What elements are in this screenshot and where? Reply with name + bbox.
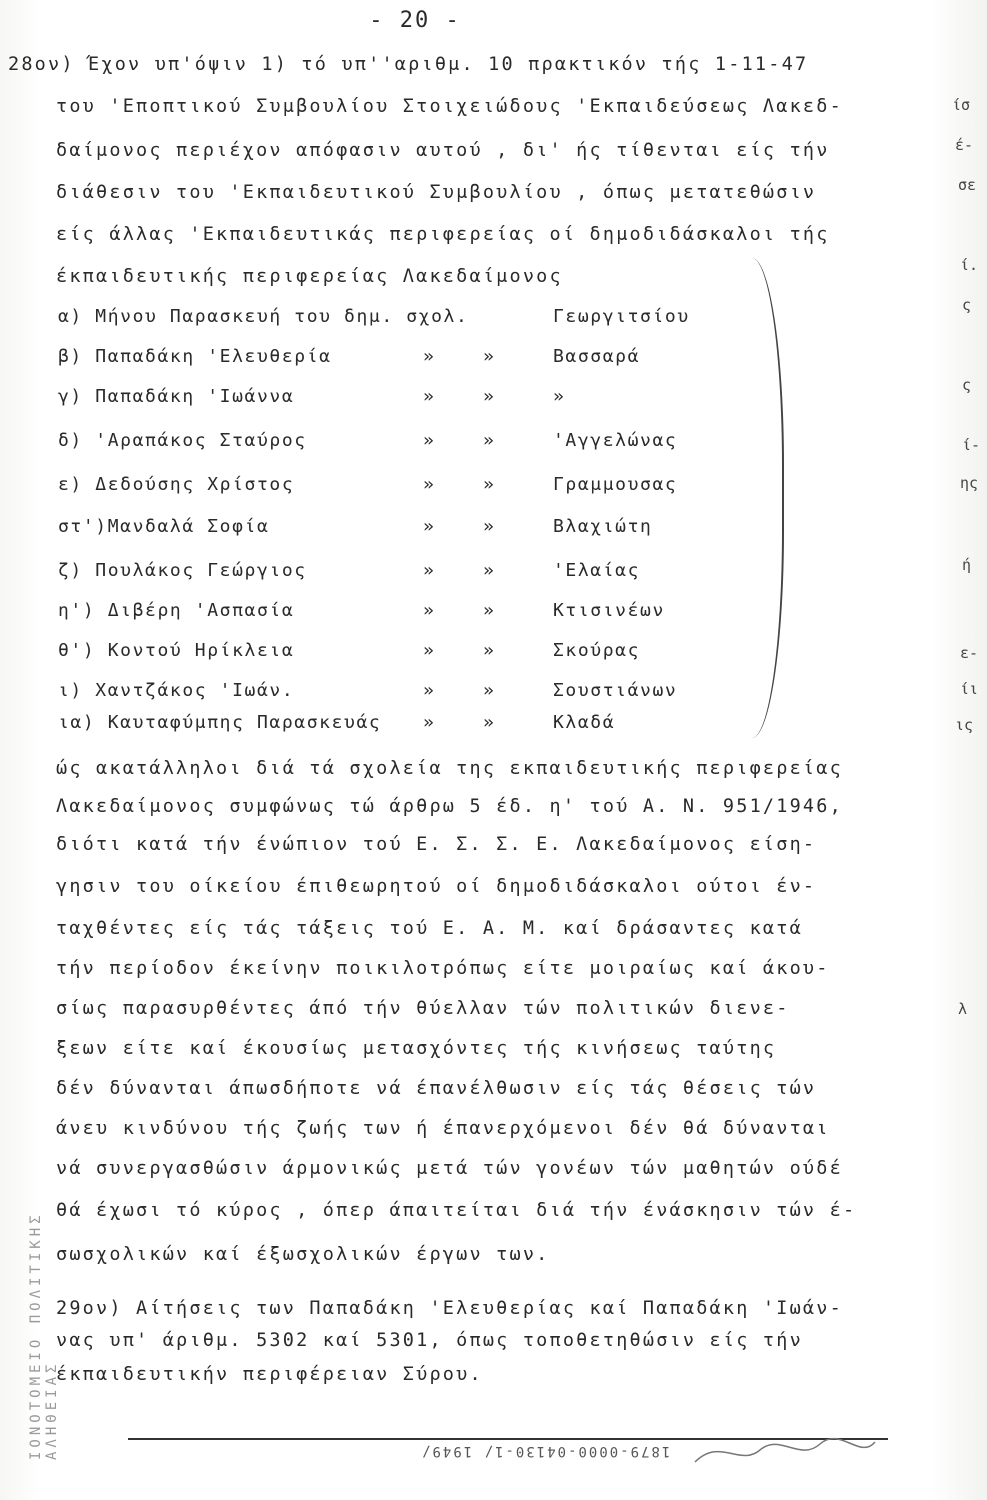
ditto-mark: » bbox=[483, 516, 496, 537]
teacher-name: β) Παπαδάκη 'Ελευθερία bbox=[58, 346, 332, 367]
ditto-mark: » bbox=[423, 346, 436, 367]
ditto-mark: » bbox=[423, 430, 436, 451]
margin-mark: ί- bbox=[962, 436, 981, 454]
archive-stamp: ΙΟΝΟΤΟΜΕΙΟ ΠΟΛΙΤΙΚΗΣ ΑΛΗΘΕΙΑΣ bbox=[28, 1211, 60, 1460]
margin-mark: ί. bbox=[960, 256, 979, 274]
ditto-mark: » bbox=[483, 474, 496, 495]
page-number: - 20 - bbox=[369, 8, 461, 33]
margin-mark: ης bbox=[960, 474, 979, 492]
list-item bbox=[58, 346, 758, 376]
list-item bbox=[58, 560, 758, 590]
text-line: είς άλλας 'Εκπαιδευτικάς περιφερείας οί δημοδιδάσκαλοι τής bbox=[56, 224, 830, 245]
school-location: Σκούρας bbox=[553, 640, 641, 661]
teacher-name: δ) 'Αραπάκος Σταύρος bbox=[58, 430, 307, 451]
ditto-mark: » bbox=[423, 640, 436, 661]
signature bbox=[690, 1432, 880, 1472]
margin-mark: ίι bbox=[960, 680, 979, 698]
teacher-name: ι) Χαντζάκος 'Ιωάν. bbox=[58, 680, 295, 701]
ditto-mark: » bbox=[423, 680, 436, 701]
footer-stamp: 1879-0000-04130-1/ 1949/ bbox=[420, 1443, 671, 1459]
teacher-name: στ')Μανδαλά Σοφία bbox=[58, 516, 270, 537]
text-line: έκπαιδευτικής περιφερείας Λακεδαίμονος bbox=[56, 266, 563, 287]
school-location: Κλαδά bbox=[553, 712, 616, 733]
teacher-name: η') Διβέρη 'Ασπασία bbox=[58, 600, 295, 621]
ditto-mark: » bbox=[483, 712, 496, 733]
text-line: διότι κατά τήν ένώπιον τού Ε. Σ. Σ. Ε. Λακεδαίμονος είση- bbox=[56, 834, 817, 855]
ditto-mark: » bbox=[483, 640, 496, 661]
ditto-mark: » bbox=[483, 430, 496, 451]
ditto-mark: » bbox=[423, 516, 436, 537]
text-line: του 'Εποπτικού Συμβουλίου Στοιχειώδους 'Εκπαιδεύσεως Λακεδ- bbox=[56, 96, 843, 117]
text-line: ώς ακατάλληλοι διά τά σχολεία της εκπαιδευτικής περιφερείας bbox=[56, 758, 843, 779]
school-location: Γεωργιτσίου bbox=[553, 306, 690, 327]
school-location: 'Αγγελώνας bbox=[553, 430, 678, 451]
ditto-mark: » bbox=[483, 346, 496, 367]
margin-mark: σε bbox=[958, 176, 977, 194]
list-item bbox=[58, 386, 758, 416]
margin-mark: ις bbox=[955, 716, 974, 734]
text-line: 29ον) Αίτήσεις των Παπαδάκη 'Ελευθερίας καί Παπαδάκη 'Ιωάν- bbox=[56, 1298, 843, 1319]
text-line: έκπαιδευτικήν περιφέρειαν Σύρου. bbox=[56, 1364, 483, 1385]
school-location: Βλαχιώτη bbox=[553, 516, 653, 537]
teacher-name: ια) Καυταφύμπης Παρασκευάς bbox=[58, 712, 382, 733]
list-item bbox=[58, 516, 758, 546]
teacher-name: ζ) Πουλάκος Γεώργιος bbox=[58, 560, 307, 581]
text-line: θά έχωσι τό κύρος , όπερ άπαιτείται διά τήν ένάσκησιν τών έ- bbox=[56, 1200, 857, 1221]
text-line: 28ον) Έχον υπ'όψιν 1) τό υπ''αριθμ. 10 πρακτικόν τής 1-11-47 bbox=[8, 54, 809, 75]
text-line: ταχθέντες είς τάς τάξεις τού Ε. Α. Μ. καί δράσαντες κατά bbox=[56, 918, 803, 939]
school-location: 'Ελαίας bbox=[553, 560, 641, 581]
school-location: Γραμμουσας bbox=[553, 474, 678, 495]
ditto-mark: » bbox=[423, 712, 436, 733]
teacher-name: ε) Δεδούσης Χρίστος bbox=[58, 474, 295, 495]
list-item bbox=[58, 680, 758, 710]
list-item bbox=[58, 430, 758, 460]
ditto-mark: » bbox=[423, 560, 436, 581]
list-item bbox=[58, 640, 758, 670]
text-line: σίως παρασυρθέντες άπό τήν θύελλαν τών πολιτικών διενε- bbox=[56, 998, 790, 1019]
text-line: άνευ κινδύνου τής ζωής των ή έπανερχόμενοι δέν θά δύνανται bbox=[56, 1118, 830, 1139]
school-location: Σουστιάνων bbox=[553, 680, 678, 701]
ditto-mark: » bbox=[423, 600, 436, 621]
text-line: δαίμονος περιέχον απόφασιν αυτού , δι' ής τίθενται είς τήν bbox=[56, 140, 830, 161]
teacher-name: θ') Κοντού Ηρίκλεια bbox=[58, 640, 295, 661]
text-line: δέν δύνανται άπωσδήποτε νά έπανέλθωσιν είς τάς θέσεις τών bbox=[56, 1078, 817, 1099]
margin-mark: ς bbox=[962, 376, 972, 394]
ditto-mark: » bbox=[423, 474, 436, 495]
school-location: » bbox=[553, 386, 566, 407]
margin-mark: ς bbox=[962, 296, 972, 314]
margin-mark: έ- bbox=[955, 136, 974, 154]
margin-mark: λ bbox=[958, 1000, 968, 1018]
ditto-mark: » bbox=[483, 680, 496, 701]
margin-mark: ίσ bbox=[952, 96, 971, 114]
text-line: σωσχολικών καί έξωσχολικών έργων των. bbox=[56, 1244, 550, 1265]
list-item bbox=[58, 306, 758, 336]
school-location: Βασσαρά bbox=[553, 346, 641, 367]
teacher-name: γ) Παπαδάκη 'Ιωάννα bbox=[58, 386, 295, 407]
ditto-mark: » bbox=[423, 386, 436, 407]
list-item bbox=[58, 600, 758, 630]
text-line: γησιν του οίκείου έπιθεωρητού οί δημοδιδάσκαλοι ούτοι έν- bbox=[56, 876, 817, 897]
teacher-name: α) Μήνου Παρασκευή του δημ. σχολ. bbox=[58, 306, 469, 327]
text-line: ξεων είτε καί έκουσίως μετασχόντες τής κινήσεως ταύτης bbox=[56, 1038, 777, 1059]
list-item bbox=[58, 712, 758, 742]
ditto-mark: » bbox=[483, 560, 496, 581]
ditto-mark: » bbox=[483, 386, 496, 407]
margin-mark: ή bbox=[962, 556, 972, 574]
text-line: διάθεσιν του 'Εκπαιδευτικού Συμβουλίου , όπως μετατεθώσιν bbox=[56, 182, 817, 203]
list-bracket bbox=[752, 258, 784, 738]
text-line: τήν περίοδον έκείνην ποικιλοτρόπως είτε μοιραίως καί άκου- bbox=[56, 958, 830, 979]
school-location: Κτισινέων bbox=[553, 600, 665, 621]
ditto-mark: » bbox=[483, 600, 496, 621]
text-line: νας υπ' άριθμ. 5302 καί 5301, όπως τοποθετηθώσιν είς τήν bbox=[56, 1330, 803, 1351]
text-line: Λακεδαίμονος συμφώνως τώ άρθρω 5 έδ. η' τού Α. Ν. 951/1946, bbox=[56, 796, 843, 817]
margin-mark: ε- bbox=[960, 644, 979, 662]
text-line: νά συνεργασθώσιν άρμονικώς μετά τών γονέων τών μαθητών ούδέ bbox=[56, 1158, 843, 1179]
list-item bbox=[58, 474, 758, 504]
